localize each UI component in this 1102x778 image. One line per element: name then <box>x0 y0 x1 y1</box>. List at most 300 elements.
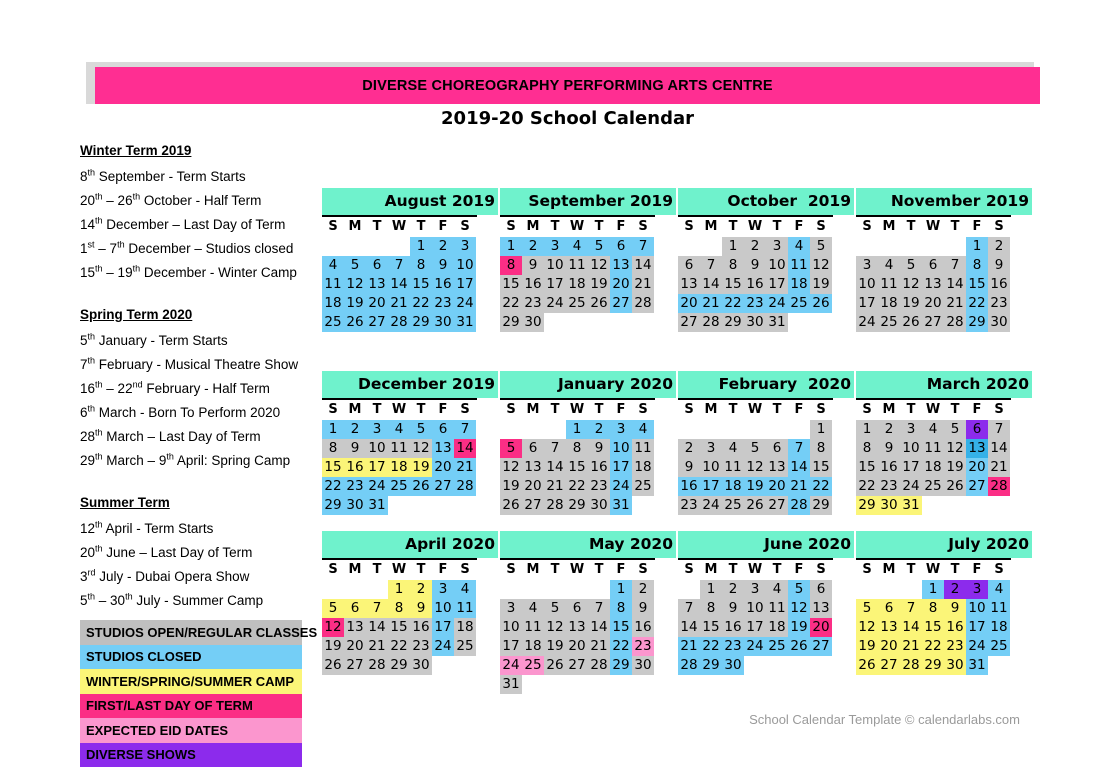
day-cell: 18 <box>878 294 900 313</box>
day-cell: 1 <box>922 580 944 599</box>
day-cell: 16 <box>344 458 366 477</box>
day-cell: 9 <box>878 439 900 458</box>
day-cell: 3 <box>610 420 632 439</box>
day-cell: 6 <box>878 599 900 618</box>
weekday-header: S <box>506 562 516 577</box>
day-cell: 25 <box>988 637 1010 656</box>
day-cell-empty <box>566 580 588 599</box>
day-cell: 2 <box>632 580 654 599</box>
month-may-2020 <box>500 531 676 694</box>
day-cell: 5 <box>410 420 432 439</box>
day-cell: 27 <box>922 313 944 332</box>
day-cell-empty <box>744 656 766 675</box>
day-cell: 29 <box>610 656 632 675</box>
day-cell: 7 <box>988 420 1010 439</box>
day-cell: 25 <box>922 477 944 496</box>
month-april-2020 <box>322 531 498 694</box>
weekday-header: F <box>438 402 448 417</box>
day-cell: 25 <box>722 496 744 515</box>
day-cell-empty <box>766 420 788 439</box>
day-cell: 22 <box>966 294 988 313</box>
month-august-2019 <box>322 188 498 332</box>
day-cell: 23 <box>588 477 610 496</box>
day-cell: 28 <box>588 656 610 675</box>
day-cell: 22 <box>322 477 344 496</box>
month-title: July 2020 <box>856 531 1032 558</box>
day-cell: 24 <box>544 294 566 313</box>
day-cell-empty <box>700 237 722 256</box>
calendar-row-1 <box>322 188 1034 332</box>
day-cell: 16 <box>988 275 1010 294</box>
month-grid <box>500 560 676 694</box>
day-cell: 7 <box>678 599 700 618</box>
weekday-header: F <box>972 219 982 234</box>
legend-item-diverse-shows <box>80 743 302 768</box>
weekday-header: W <box>391 562 407 577</box>
day-cell: 16 <box>722 618 744 637</box>
weekday-header: F <box>794 562 804 577</box>
weekday-header: T <box>416 402 426 417</box>
weekday-header: T <box>372 562 382 577</box>
day-cell: 29 <box>566 496 588 515</box>
day-cell: 18 <box>388 458 410 477</box>
day-cell: 17 <box>366 458 388 477</box>
day-cell: 4 <box>566 237 588 256</box>
day-cell: 24 <box>744 637 766 656</box>
day-cell: 19 <box>544 637 566 656</box>
day-cell: 19 <box>788 618 810 637</box>
term-item: 5th – 30th July - Summer Camp <box>80 591 264 608</box>
day-cell: 16 <box>522 275 544 294</box>
day-cell: 26 <box>744 496 766 515</box>
day-cell: 27 <box>566 656 588 675</box>
day-cell: 17 <box>454 275 476 294</box>
day-cell: 21 <box>366 637 388 656</box>
day-cell: 20 <box>966 458 988 477</box>
day-cell: 20 <box>810 618 832 637</box>
day-cell: 28 <box>700 313 722 332</box>
day-cell-empty <box>988 656 1010 675</box>
day-cell: 21 <box>454 458 476 477</box>
day-cell: 1 <box>700 580 722 599</box>
day-cell: 13 <box>522 458 544 477</box>
weekday-header: M <box>526 402 540 417</box>
weekday-header: M <box>882 402 896 417</box>
day-cell: 18 <box>632 458 654 477</box>
day-cell: 21 <box>988 458 1010 477</box>
day-cell: 19 <box>900 294 922 313</box>
day-cell: 16 <box>678 477 700 496</box>
day-cell: 29 <box>810 496 832 515</box>
day-cell: 18 <box>722 477 744 496</box>
day-cell: 10 <box>744 599 766 618</box>
day-cell: 28 <box>900 656 922 675</box>
day-cell: 27 <box>810 637 832 656</box>
weekday-header: S <box>328 402 338 417</box>
day-cell-empty <box>788 313 810 332</box>
day-cell: 22 <box>722 294 744 313</box>
day-cell: 3 <box>544 237 566 256</box>
day-cell: 23 <box>678 496 700 515</box>
legend-label: FIRST/LAST DAY OF TERM <box>86 698 253 714</box>
month-december-2019 <box>322 371 498 515</box>
footer-credit: School Calendar Template © calendarlabs.com <box>749 712 1020 727</box>
weekday-header: S <box>506 402 516 417</box>
day-cell: 26 <box>410 477 432 496</box>
day-cell: 8 <box>322 439 344 458</box>
day-cell: 22 <box>610 637 632 656</box>
day-cell-empty <box>500 580 522 599</box>
day-cell: 21 <box>944 294 966 313</box>
day-cell: 14 <box>944 275 966 294</box>
day-cell: 19 <box>744 477 766 496</box>
day-cell: 1 <box>388 580 410 599</box>
day-cell: 9 <box>632 599 654 618</box>
day-cell: 28 <box>678 656 700 675</box>
day-cell: 9 <box>678 458 700 477</box>
legend-label: WINTER/SPRING/SUMMER CAMP <box>86 673 294 689</box>
day-cell: 2 <box>410 580 432 599</box>
day-cell: 24 <box>610 477 632 496</box>
month-title: November 2019 <box>856 188 1032 215</box>
day-cell-empty <box>522 675 544 694</box>
day-cell: 18 <box>566 275 588 294</box>
day-cell: 13 <box>810 599 832 618</box>
weekday-header: S <box>460 562 470 577</box>
weekday-header: T <box>728 562 738 577</box>
day-cell: 28 <box>454 477 476 496</box>
weekday-header: T <box>594 219 604 234</box>
day-cell: 15 <box>388 618 410 637</box>
day-cell-empty <box>366 580 388 599</box>
weekday-header: W <box>747 219 763 234</box>
day-cell: 12 <box>856 618 878 637</box>
day-cell: 7 <box>388 256 410 275</box>
day-cell: 20 <box>522 477 544 496</box>
weekday-header: F <box>794 219 804 234</box>
day-cell-empty <box>432 496 454 515</box>
day-cell: 9 <box>944 599 966 618</box>
day-cell: 29 <box>410 313 432 332</box>
day-cell: 10 <box>366 439 388 458</box>
day-cell: 18 <box>522 637 544 656</box>
sidebar <box>80 143 312 635</box>
day-cell: 8 <box>610 599 632 618</box>
legend-item-expected-eid-dates <box>80 718 302 743</box>
day-cell: 26 <box>810 294 832 313</box>
day-cell: 23 <box>988 294 1010 313</box>
calendar-row-3 <box>322 531 1034 694</box>
day-cell: 10 <box>544 256 566 275</box>
day-cell: 2 <box>432 237 454 256</box>
day-cell: 15 <box>966 275 988 294</box>
day-cell: 12 <box>410 439 432 458</box>
month-title: March 2020 <box>856 371 1032 398</box>
day-cell: 12 <box>744 458 766 477</box>
month-grid <box>500 217 676 332</box>
day-cell: 25 <box>632 477 654 496</box>
day-cell-empty <box>988 496 1010 515</box>
day-cell: 4 <box>788 237 810 256</box>
weekday-header: M <box>348 219 362 234</box>
month-grid <box>500 400 676 515</box>
day-cell: 31 <box>900 496 922 515</box>
day-cell: 7 <box>588 599 610 618</box>
day-cell-empty <box>566 675 588 694</box>
day-cell-empty <box>944 237 966 256</box>
day-cell: 28 <box>788 496 810 515</box>
day-cell: 11 <box>388 439 410 458</box>
day-cell: 4 <box>522 599 544 618</box>
day-cell: 25 <box>878 313 900 332</box>
day-cell: 25 <box>388 477 410 496</box>
day-cell-empty <box>544 675 566 694</box>
month-november-2019 <box>856 188 1032 332</box>
month-grid <box>678 560 854 675</box>
day-cell: 6 <box>432 420 454 439</box>
day-cell: 6 <box>366 256 388 275</box>
day-cell-empty <box>766 656 788 675</box>
day-cell: 13 <box>678 275 700 294</box>
day-cell: 27 <box>766 496 788 515</box>
day-cell: 10 <box>766 256 788 275</box>
day-cell-empty <box>922 496 944 515</box>
weekday-header: T <box>950 562 960 577</box>
day-cell: 1 <box>322 420 344 439</box>
day-cell: 8 <box>856 439 878 458</box>
day-cell: 17 <box>500 637 522 656</box>
month-grid <box>322 400 498 515</box>
day-cell: 17 <box>432 618 454 637</box>
day-cell: 2 <box>588 420 610 439</box>
weekday-header: M <box>526 219 540 234</box>
day-cell-empty <box>810 656 832 675</box>
day-cell: 30 <box>988 313 1010 332</box>
weekday-header: S <box>816 562 826 577</box>
day-cell: 22 <box>856 477 878 496</box>
day-cell: 13 <box>432 439 454 458</box>
day-cell: 7 <box>900 599 922 618</box>
day-cell: 14 <box>632 256 654 275</box>
weekday-header: W <box>391 219 407 234</box>
term-section-summer-term <box>80 495 312 613</box>
day-cell: 1 <box>566 420 588 439</box>
month-title: August 2019 <box>322 188 498 215</box>
day-cell-empty <box>344 580 366 599</box>
day-cell: 18 <box>454 618 476 637</box>
day-cell: 18 <box>988 618 1010 637</box>
day-cell: 26 <box>344 313 366 332</box>
weekday-header: W <box>569 219 585 234</box>
day-cell: 1 <box>810 420 832 439</box>
weekday-header: S <box>862 402 872 417</box>
day-cell: 7 <box>944 256 966 275</box>
day-cell: 2 <box>722 580 744 599</box>
day-cell: 3 <box>454 237 476 256</box>
day-cell: 22 <box>922 637 944 656</box>
day-cell: 30 <box>632 656 654 675</box>
day-cell-empty <box>454 656 476 675</box>
day-cell: 12 <box>588 256 610 275</box>
weekday-header: M <box>704 219 718 234</box>
day-cell: 30 <box>522 313 544 332</box>
weekday-header: S <box>460 219 470 234</box>
day-cell: 4 <box>322 256 344 275</box>
weekday-header: F <box>972 402 982 417</box>
day-cell: 22 <box>566 477 588 496</box>
day-cell-empty <box>632 496 654 515</box>
day-cell: 12 <box>810 256 832 275</box>
day-cell: 9 <box>410 599 432 618</box>
day-cell: 3 <box>500 599 522 618</box>
day-cell: 9 <box>722 599 744 618</box>
weekday-header: T <box>550 219 560 234</box>
legend-label: STUDIOS OPEN/REGULAR CLASSES <box>86 624 318 640</box>
day-cell: 8 <box>700 599 722 618</box>
weekday-header: S <box>994 562 1004 577</box>
day-cell: 16 <box>744 275 766 294</box>
month-grid <box>856 400 1032 515</box>
weekday-header: F <box>616 402 626 417</box>
month-january-2020 <box>500 371 676 515</box>
weekday-header: S <box>994 402 1004 417</box>
calendar-row-2 <box>322 371 1034 515</box>
legend-label: DIVERSE SHOWS <box>86 747 196 763</box>
day-cell: 23 <box>410 637 432 656</box>
weekday-header: W <box>569 562 585 577</box>
weekday-header: M <box>526 562 540 577</box>
day-cell: 4 <box>388 420 410 439</box>
day-cell: 12 <box>900 275 922 294</box>
day-cell: 19 <box>856 637 878 656</box>
weekday-header: M <box>704 402 718 417</box>
legend-label: EXPECTED EID DATES <box>86 722 229 738</box>
day-cell: 2 <box>522 237 544 256</box>
day-cell: 15 <box>922 618 944 637</box>
day-cell: 31 <box>966 656 988 675</box>
day-cell: 7 <box>544 439 566 458</box>
term-item: 20th June – Last Day of Term <box>80 543 253 560</box>
term-item: 6th March - Born To Perform 2020 <box>80 403 281 420</box>
day-cell: 3 <box>966 580 988 599</box>
day-cell: 13 <box>922 275 944 294</box>
day-cell: 9 <box>344 439 366 458</box>
day-cell: 31 <box>366 496 388 515</box>
day-cell: 30 <box>410 656 432 675</box>
day-cell-empty <box>544 580 566 599</box>
legend <box>80 620 318 767</box>
day-cell-empty <box>700 420 722 439</box>
day-cell: 6 <box>610 237 632 256</box>
day-cell: 5 <box>500 439 522 458</box>
day-cell-empty <box>610 313 632 332</box>
day-cell: 21 <box>788 477 810 496</box>
day-cell: 19 <box>944 458 966 477</box>
day-cell-empty <box>588 675 610 694</box>
term-heading: Summer Term <box>80 495 170 510</box>
day-cell: 14 <box>588 618 610 637</box>
day-cell: 5 <box>900 256 922 275</box>
day-cell: 1 <box>500 237 522 256</box>
day-cell: 17 <box>544 275 566 294</box>
day-cell: 10 <box>966 599 988 618</box>
day-cell: 26 <box>544 656 566 675</box>
day-cell: 21 <box>678 637 700 656</box>
day-cell: 4 <box>878 256 900 275</box>
day-cell: 14 <box>454 439 476 458</box>
weekday-header: T <box>772 402 782 417</box>
day-cell: 19 <box>500 477 522 496</box>
day-cell: 21 <box>900 637 922 656</box>
day-cell: 18 <box>322 294 344 313</box>
day-cell: 5 <box>344 256 366 275</box>
day-cell: 25 <box>566 294 588 313</box>
term-heading: Spring Term 2020 <box>80 307 193 322</box>
day-cell: 11 <box>632 439 654 458</box>
weekday-header: T <box>416 562 426 577</box>
day-cell: 13 <box>366 275 388 294</box>
month-grid <box>678 217 854 332</box>
day-cell: 8 <box>722 256 744 275</box>
day-cell-empty <box>344 237 366 256</box>
term-item: 3rd July - Dubai Opera Show <box>80 567 250 584</box>
day-cell: 23 <box>744 294 766 313</box>
day-cell-empty <box>678 580 700 599</box>
day-cell-empty <box>322 237 344 256</box>
day-cell: 26 <box>788 637 810 656</box>
day-cell: 14 <box>366 618 388 637</box>
weekday-header: S <box>862 219 872 234</box>
day-cell: 17 <box>856 294 878 313</box>
day-cell: 8 <box>388 599 410 618</box>
day-cell: 22 <box>700 637 722 656</box>
term-item: 20th – 26th October - Half Term <box>80 191 262 208</box>
day-cell-empty <box>454 496 476 515</box>
term-item: 15th – 19th December - Winter Camp <box>80 263 297 280</box>
day-cell: 31 <box>454 313 476 332</box>
weekday-header: M <box>348 562 362 577</box>
month-march-2020 <box>856 371 1032 515</box>
day-cell: 30 <box>944 656 966 675</box>
day-cell: 29 <box>966 313 988 332</box>
day-cell: 12 <box>344 275 366 294</box>
day-cell: 20 <box>566 637 588 656</box>
day-cell: 9 <box>432 256 454 275</box>
day-cell: 10 <box>900 439 922 458</box>
day-cell: 17 <box>610 458 632 477</box>
weekday-header: W <box>925 219 941 234</box>
weekday-header: T <box>594 562 604 577</box>
day-cell: 14 <box>788 458 810 477</box>
day-cell: 6 <box>922 256 944 275</box>
day-cell: 29 <box>388 656 410 675</box>
term-section-winter-term-2019 <box>80 143 312 285</box>
term-item: 28th March – Last Day of Term <box>80 427 261 444</box>
day-cell: 24 <box>432 637 454 656</box>
day-cell: 25 <box>522 656 544 675</box>
day-cell: 25 <box>322 313 344 332</box>
day-cell-empty <box>588 313 610 332</box>
weekday-header: T <box>416 219 426 234</box>
day-cell: 17 <box>900 458 922 477</box>
day-cell: 6 <box>810 580 832 599</box>
month-title: June 2020 <box>678 531 854 558</box>
day-cell: 11 <box>922 439 944 458</box>
day-cell: 10 <box>500 618 522 637</box>
day-cell: 10 <box>700 458 722 477</box>
day-cell-empty <box>788 420 810 439</box>
day-cell: 20 <box>344 637 366 656</box>
